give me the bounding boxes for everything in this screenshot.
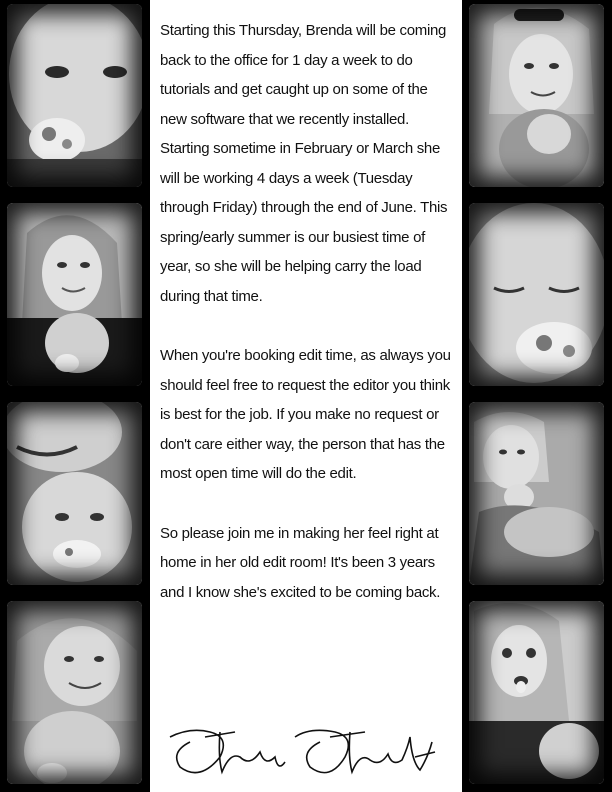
mother-with-sunglasses-and-baby-photo xyxy=(469,4,604,187)
sleeping-baby-with-pacifier-photo xyxy=(469,203,604,386)
baby-with-pacifier-photo xyxy=(7,4,142,187)
mother-and-baby-with-pacifier-photo xyxy=(7,402,142,585)
mother-hugging-baby-photo xyxy=(7,601,142,784)
mother-and-baby-photo xyxy=(7,203,142,386)
letter-panel xyxy=(150,0,462,792)
mother-and-baby-lying-photo xyxy=(469,402,604,585)
paragraph-1: Starting this Thursday, Brenda will be coming back to the office for 1 day a week to do tutorials and get caught up on some of the new software that we recently installed. Starting sometime in February or March she will be working 4 days a week (Tuesday through Friday) through the end of June. This spring/early summer is our busiest time of year, so she will be helping carry the load during that time. xyxy=(160,22,448,305)
paragraph-2: When you're booking edit time, as always you should feel free to request the editor you think is best for the job. If you make no request or don't care either way, the person that has the most open time will do the edit. xyxy=(160,347,451,482)
paragraph-3: So please join me in making her feel right at home in her old edit room! It's been 3 years and I know she's excited to be coming back. xyxy=(160,524,441,601)
mother-sticking-out-tongue-photo xyxy=(469,601,604,784)
signature xyxy=(160,712,440,782)
signature-image xyxy=(160,712,440,782)
right-photo-strip xyxy=(462,0,612,792)
left-photo-strip xyxy=(0,0,150,792)
letter-body xyxy=(160,16,456,637)
